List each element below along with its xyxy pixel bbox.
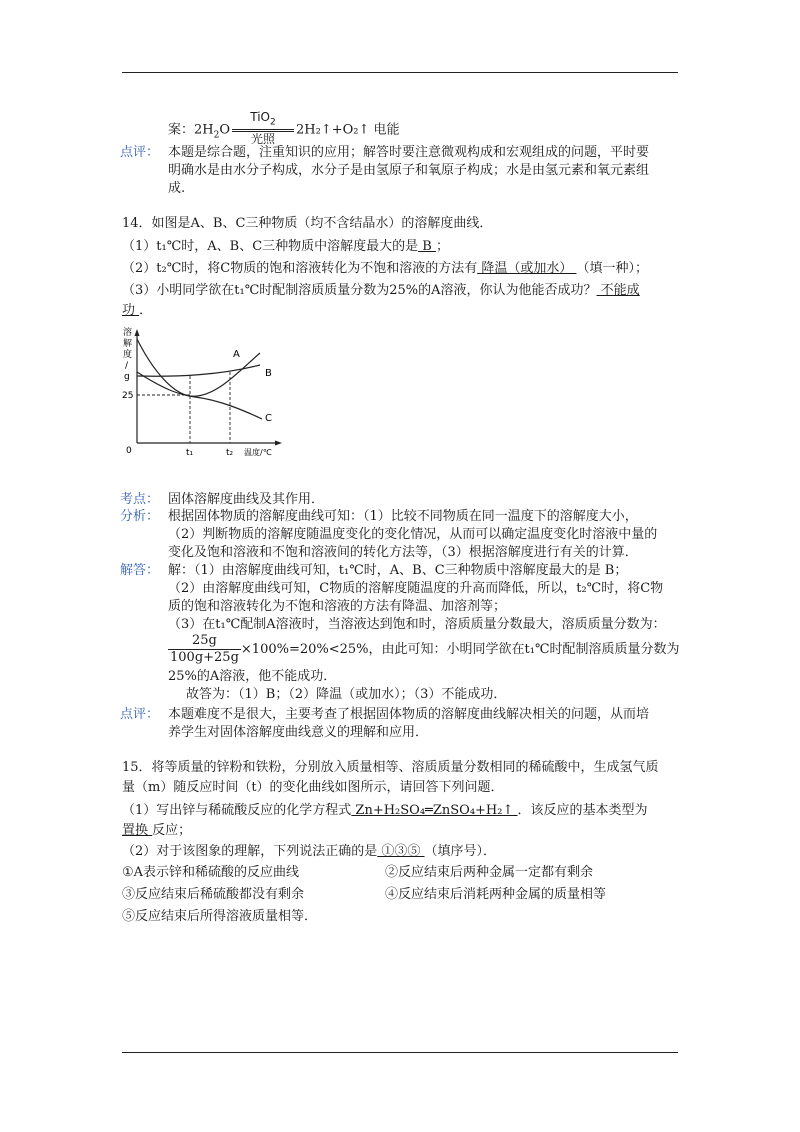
y-title-char: / <box>125 361 129 371</box>
option-2: ②反应结束后两种金属一定都有剩余 <box>385 865 594 880</box>
q14-review: 本题难度不是很大，主要考查了根据固体物质的溶解度曲线解决相关的问题，从而培 养学生对固体溶解度曲线意义的理解和应用． <box>168 707 650 740</box>
y-title-char: 解 <box>123 339 133 349</box>
q13-review-label: 点评： <box>120 145 160 160</box>
label-a: A <box>233 349 240 360</box>
q15-answer-type: 置换 <box>122 823 153 838</box>
fenxi-text: 根据固体物质的溶解度曲线可知：（1）比较不同物质在同一温度下的溶解度大小， （2）判断物质的溶解度随温度变化的变化情况，从而可以确定温度变化时溶液中量的 变化及饱和溶液和不饱和溶液间的转化方法等，（3）根据溶解度进行有关的计算． <box>168 509 658 560</box>
q13-review: 本题是综合题，注重知识的应用；解答时要注意微观构成和宏观组成的问题，平时要 明确水是由水分子构成，水分子是由氢原子和氧原子构成；水是由氢元素和氧元素组 成. <box>168 145 650 196</box>
q13-equation: 案：$2H_2O$ TiO$_2$ 光照 2H₂↑+O₂↑ 电能 <box>168 110 400 147</box>
kaodian-text: 固体溶解度曲线及其作用． <box>168 492 325 507</box>
y-title-char: 溶 <box>123 328 133 338</box>
solubility-curve-figure <box>120 325 290 465</box>
q15-part2: （2）对于该图象的理解，下列说法正确的是 ①③⑤ （填序号）． <box>122 844 497 859</box>
q15-part1: （1）写出锌与稀硫酸反应的化学方程式 Zn+H₂SO₄═ZnSO₄+H₂↑ ．该反应的基本类型为 <box>122 803 648 818</box>
jieda-fraction-line: $\frac{25g}{100g+25g}$ ×100%=20%<25%，由此可知：小明同学欲在t₁℃时配制溶质质量分数为 <box>170 633 680 665</box>
option-3: ③反应结束后稀硫酸都没有剩余 <box>122 887 305 902</box>
top-rule <box>122 72 678 73</box>
t2-label: t₂ <box>226 448 234 458</box>
q14-answer-3a: 不能成 <box>596 283 640 298</box>
fenxi-label: 分析： <box>120 509 160 524</box>
q14-answer-2: 降温（或加水） <box>477 261 577 276</box>
q14-part2: （2）t₂℃时，将C物质的饱和溶液转化为不饱和溶液的方法有 降温（或加水） （填一种）； <box>122 261 648 276</box>
y-title-char: g <box>124 372 130 382</box>
kaodian-label: 考点： <box>120 492 160 507</box>
jieda-label: 解答： <box>120 563 160 578</box>
q14-part3: （3）小明同学欲在t₁℃时配制溶质质量分数为25%的A溶液，你认为他能否成功？ 不能成 <box>122 283 640 298</box>
bottom-rule <box>122 1052 678 1053</box>
y-title-char: 度 <box>123 350 133 360</box>
q15-stem: 15．将等质量的锌粉和铁粉，分别放入质量相等、溶质质量分数相同的稀硫酸中，生成氢气质 量（m）随反应时间（t）的变化曲线如图所示，请回答下列问题． <box>122 760 659 795</box>
q14-answer-1: B <box>418 239 436 254</box>
q14-review-label: 点评： <box>120 707 160 722</box>
q14-part3-cont: 功 ． <box>122 303 153 318</box>
x-axis-arrow <box>275 441 282 446</box>
curve-a <box>137 339 260 396</box>
q15-answer-equation: Zn+H₂SO₄═ZnSO₄+H₂↑ <box>351 803 518 818</box>
q15-part1-cont: 置换 反应； <box>122 823 192 838</box>
q14-part1: （1）t₁℃时，A、B、C三种物质中溶解度最大的是 B ； <box>122 239 449 254</box>
y-tick-25: 25 <box>122 391 134 401</box>
origin-label: 0 <box>126 446 132 456</box>
y-axis-arrow <box>135 329 140 336</box>
q14-stem: 14．如图是A、B、C三种物质（均不含结晶水）的溶解度曲线． <box>122 216 493 231</box>
mass-fraction: $\frac{25g}{100g+25g}$ <box>170 633 239 665</box>
t1-label: t₁ <box>186 448 194 458</box>
q15-answer-choice: ①③⑤ <box>377 844 425 859</box>
option-4: ④反应结束后消耗两种金属的质量相等 <box>385 887 607 902</box>
jieda-conclusion: 25%的A溶液，他不能成功． 故答为：（1）B；（2）降温（或加水）；（3）不能成功． <box>168 669 507 702</box>
x-title: 温度/℃ <box>244 448 272 457</box>
label-c: C <box>265 413 272 424</box>
label-b: B <box>265 368 272 379</box>
option-5: ⑤反应结束后所得溶液质量相等． <box>122 909 318 924</box>
option-1: ①A表示锌和稀硫酸的反应曲线 <box>122 865 300 880</box>
jieda-text: 解：（1）由溶解度曲线可知，t₁℃时，A、B、C三种物质中溶解度最大的是 B； （2）由溶解度曲线可知，C物质的溶解度随温度的升高而降低，所以，t₂℃时，将C物 质的饱和溶液转化为不饱和溶液的方法有降温、加溶剂等； （3）在t₁℃配制A溶液时，当溶液达到饱和时，溶质质量分数最大，溶质质量分数为： <box>168 563 666 632</box>
curve-b <box>137 365 260 376</box>
q14-answer-3b: 功 <box>122 303 140 318</box>
